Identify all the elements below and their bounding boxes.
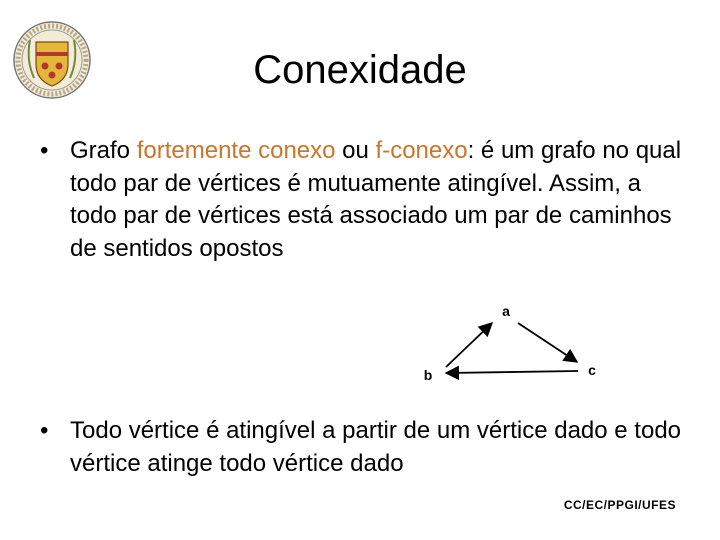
edge-c-to-b xyxy=(446,371,578,373)
graph-diagram xyxy=(380,290,640,400)
bullet-lead-text: Grafo xyxy=(70,137,137,164)
node-b: b xyxy=(423,367,433,383)
bullet-marker: • xyxy=(40,417,49,444)
bullet-body-text: : é um grafo no qual todo par de vértices é mutuamente atingível. Assim, a todo par de vértices está associado um par de caminhos de sentidos opostos xyxy=(70,137,682,262)
highlight-term-f-connected: f-conexo xyxy=(375,137,468,164)
footer-label: CC/EC/PPGI/UFES xyxy=(563,498,676,512)
bullet-definition xyxy=(40,135,690,265)
bullet-marker: • xyxy=(40,137,49,164)
edge-a-to-c xyxy=(518,323,577,362)
edge-b-to-a xyxy=(446,323,492,367)
node-a: a xyxy=(502,303,510,319)
node-c: c xyxy=(588,362,596,378)
bullet-reachability xyxy=(40,415,690,480)
bullet-text: Todo vértice é atingível a partir de um vértice dado e todo vértice atinge todo vértice dado xyxy=(70,417,682,477)
bullet-connector-text: ou xyxy=(335,137,376,164)
highlight-term-strongly-connected: fortemente conexo xyxy=(136,137,336,164)
slide-title: Conexidade xyxy=(253,48,467,92)
